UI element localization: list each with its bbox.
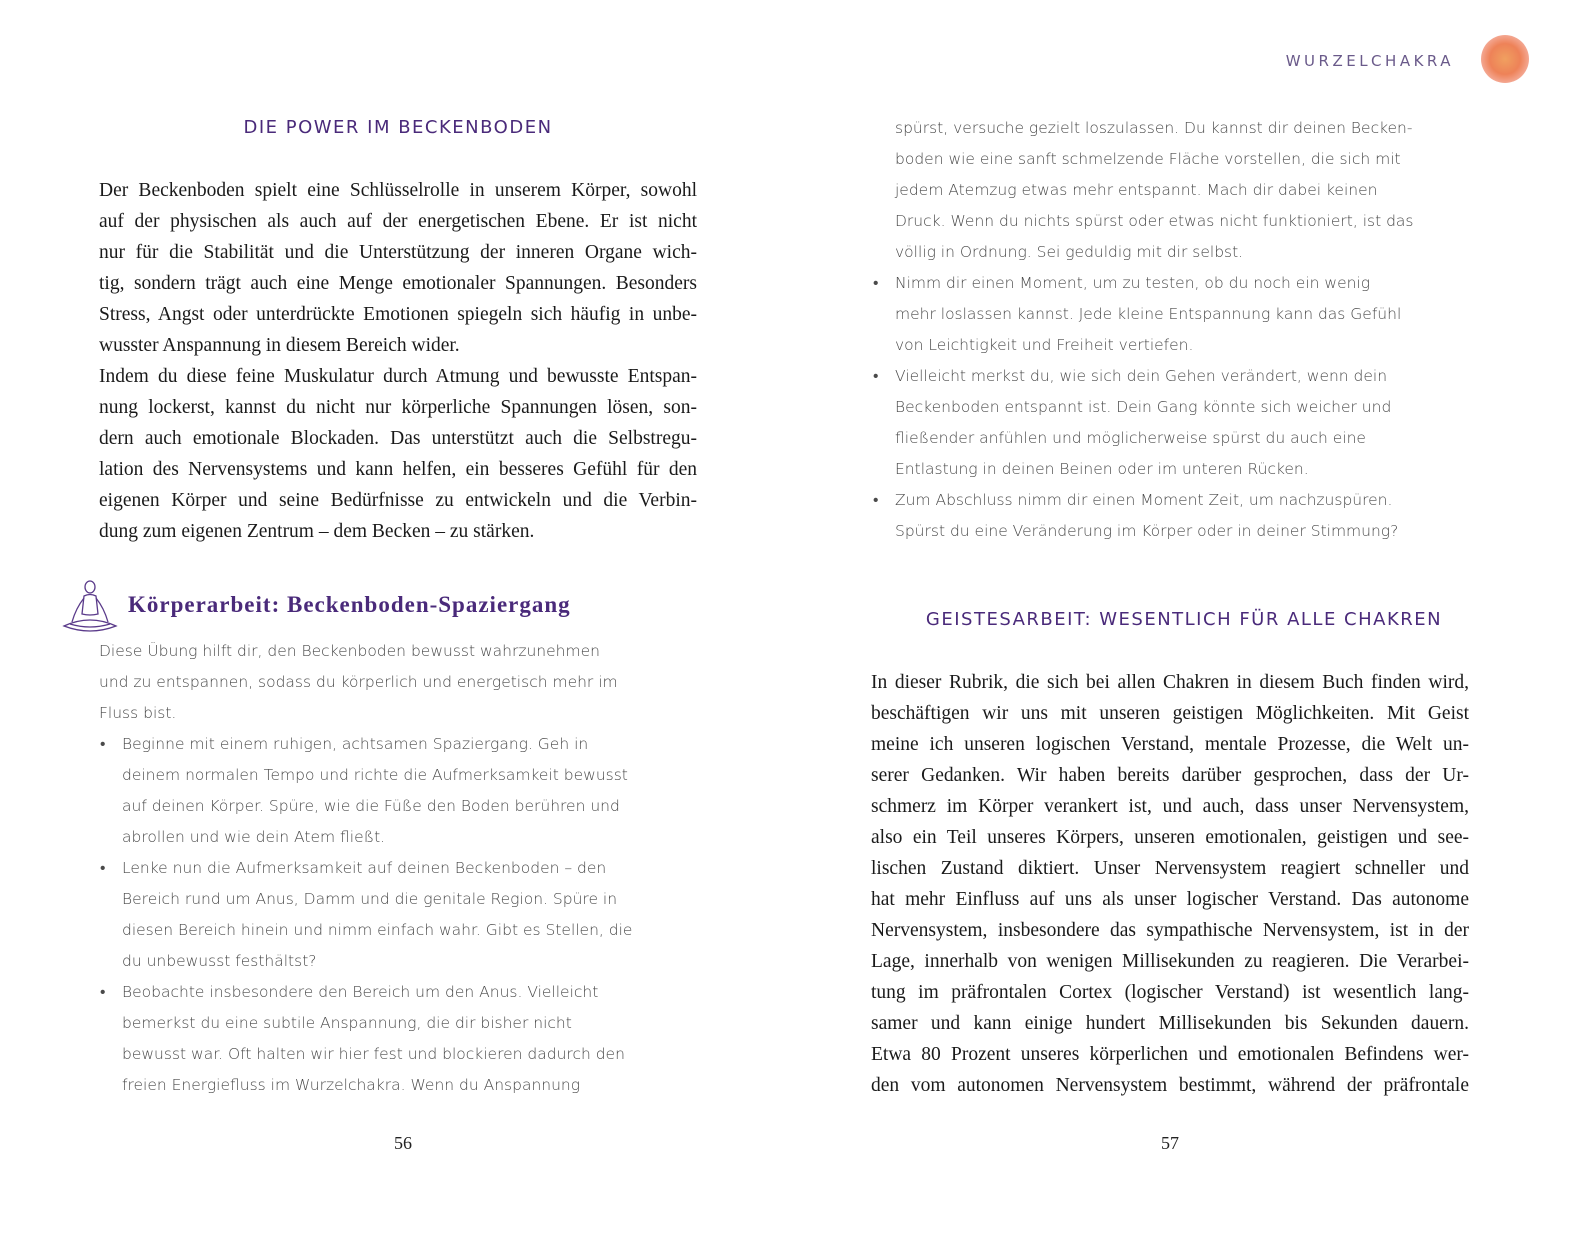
text-line: Lenke nun die Aufmerksamkeit auf deinen Beckenboden – den <box>122 859 607 877</box>
text-line: lischen Zustand diktiert. Unser Nervensystem reagiert schneller und <box>871 858 1469 879</box>
text-line: tig, sondern trägt auch eine Menge emotionaler Spannungen. Besonders <box>99 273 697 294</box>
text-line: Beckenboden entspannt ist. Dein Gang könnte sich weicher und <box>895 398 1392 416</box>
bullet-icon: • <box>100 735 106 753</box>
text-line: wusster Anspannung in diesem Bereich wider. <box>99 335 460 356</box>
text-line: Lage, innerhalb von wenigen Millisekunden zu reagieren. Die Verarbei- <box>871 951 1469 972</box>
text-line: Indem du diese feine Muskulatur durch Atmung und bewusste Entspan- <box>99 366 697 387</box>
text-line: den vom autonomen Nervensystem bestimmt, während der präfrontale <box>871 1075 1469 1096</box>
meditation-figure-icon <box>60 578 118 636</box>
text-line: hat mehr Einfluss auf uns als unser logischer Verstand. Das autonome <box>871 889 1469 910</box>
intro-text <box>99 175 697 547</box>
exercise-text <box>99 636 709 1101</box>
text-line: In dieser Rubrik, die sich bei allen Chakren in diesem Buch finden wird, <box>871 672 1469 693</box>
page-number-left: 56 <box>394 1133 412 1153</box>
exercise-subheading: Körperarbeit: Beckenboden-Spaziergang <box>128 592 571 617</box>
text-line: diesen Bereich hinein und nimm einfach wahr. Gibt es Stellen, die <box>122 921 633 939</box>
running-header: WURZELCHAKRA <box>1285 52 1454 70</box>
bullet-icon: • <box>100 859 106 877</box>
exercise-continued <box>873 113 1495 547</box>
text-line: deinem normalen Tempo und richte die Aufmerksamkeit bewusst <box>122 766 628 784</box>
section-heading-left: DIE POWER IM BECKENBODEN <box>243 117 553 138</box>
text-line: abrollen und wie dein Atem fließt. <box>122 828 386 846</box>
page-number-right: 57 <box>1161 1133 1179 1153</box>
text-line: meine ich unseren logischen Verstand, mentale Prozesse, die Welt un- <box>871 734 1469 755</box>
bullet-icon: • <box>873 491 879 509</box>
text-line: jedem Atemzug etwas mehr entspannt. Mach dir dabei keinen <box>895 181 1378 199</box>
root-chakra-icon <box>1481 35 1529 83</box>
bullet-item <box>100 853 709 977</box>
text-line: freien Energiefluss im Wurzelchakra. Wenn du Anspannung <box>122 1076 581 1094</box>
text-line: auf deinen Körper. Spüre, wie die Füße den Boden berühren und <box>122 797 620 815</box>
text-line: Druck. Wenn du nichts spürst oder etwas nicht funktioniert, ist das <box>895 212 1414 230</box>
text-line: serer Gedanken. Wir haben bereits darüber gesprochen, dass der Ur- <box>871 765 1469 786</box>
text-line: dern auch emotionale Blockaden. Das unterstützt auch die Selbstregu- <box>99 428 697 449</box>
text-line: schmerz im Körper verankert ist, und auch, dass unser Nervensystem, <box>871 796 1469 817</box>
text-line: auf der physischen als auch auf der energetischen Ebene. Er ist nicht <box>99 211 697 232</box>
text-line: Spürst du eine Veränderung im Körper oder in deiner Stimmung? <box>895 522 1399 540</box>
bullet-icon: • <box>100 983 106 1001</box>
bullet-item <box>100 729 709 853</box>
text-line: nur für die Stabilität und die Unterstützung der inneren Organe wich- <box>99 242 697 263</box>
section-heading-right: GEISTESARBEIT: WESENTLICH FÜR ALLE CHAKREN <box>925 609 1443 630</box>
text-line: Der Beckenboden spielt eine Schlüsselrolle in unserem Körper, sowohl <box>99 180 697 201</box>
text-line: dung zum eigenen Zentrum – dem Becken – zu stärken. <box>99 521 535 542</box>
bullet-item <box>100 977 709 1101</box>
text-line: bemerkst du eine subtile Anspannung, die dir bisher nicht <box>122 1014 572 1032</box>
text-line: Entlastung in deinen Beinen oder im unteren Rücken. <box>895 460 1309 478</box>
bullet-item <box>873 268 1495 361</box>
bullet-icon: • <box>873 274 879 292</box>
mind-work-text <box>871 667 1469 1101</box>
text-line: Bereich rund um Anus, Damm und die genitale Region. Spüre in <box>122 890 618 908</box>
text-line: spürst, versuche gezielt loszulassen. Du kannst dir deinen Becken- <box>895 119 1413 137</box>
text-line: Stress, Angst oder unterdrückte Emotionen spiegeln sich häufig in unbe- <box>99 304 697 325</box>
text-line: von Leichtigkeit und Freiheit vertiefen. <box>895 336 1194 354</box>
text-line: bewusst war. Oft halten wir hier fest und blockieren dadurch den <box>122 1045 625 1063</box>
text-line: tung im präfrontalen Cortex (logischer Verstand) ist wesentlich lang- <box>871 982 1469 1003</box>
text-line: und zu entspannen, sodass du körperlich und energetisch mehr im <box>99 673 618 691</box>
bullet-item <box>873 361 1495 485</box>
text-line: Fluss bist. <box>99 704 177 722</box>
text-line: Diese Übung hilft dir, den Beckenboden bewusst wahrzunehmen <box>99 642 600 660</box>
text-line: samer und kann einige hundert Millisekunden bis Sekunden dauern. <box>871 1013 1469 1034</box>
text-line: Etwa 80 Prozent unseres körperlichen und emotionalen Befindens wer- <box>871 1044 1469 1065</box>
text-line: Beginne mit einem ruhigen, achtsamen Spaziergang. Geh in <box>122 735 589 753</box>
text-line: lation des Nervensystems und kann helfen, ein besseres Gefühl für den <box>99 459 697 480</box>
text-line: Beobachte insbesondere den Bereich um den Anus. Vielleicht <box>122 983 599 1001</box>
text-line: fließender anfühlen und möglicherweise spürst du auch eine <box>895 429 1366 447</box>
text-line: eigenen Körper und seine Bedürfnisse zu entwickeln und die Verbin- <box>99 490 697 511</box>
text-line: boden wie eine sanft schmelzende Fläche vorstellen, die sich mit <box>895 150 1401 168</box>
text-line: nung lockerst, kannst du nicht nur körperliche Spannungen lösen, son- <box>99 397 697 418</box>
text-line: völlig in Ordnung. Sei geduldig mit dir selbst. <box>895 243 1244 261</box>
text-line: Nervensystem, insbesondere das sympathische Nervensystem, ist in der <box>871 920 1469 941</box>
bullet-item <box>873 485 1495 547</box>
text-line: beschäftigen wir uns mit unseren geistigen Möglichkeiten. Mit Geist <box>871 703 1469 724</box>
text-line: also ein Teil unseres Körpers, unseren emotionalen, geistigen und see- <box>871 827 1469 848</box>
text-line: Vielleicht merkst du, wie sich dein Gehen verändert, wenn dein <box>895 367 1388 385</box>
text-line: mehr loslassen kannst. Jede kleine Entspannung kann das Gefühl <box>895 305 1402 323</box>
bullet-icon: • <box>873 367 879 385</box>
text-line: Zum Abschluss nimm dir einen Moment Zeit, um nachzuspüren. <box>895 491 1393 509</box>
text-line: Nimm dir einen Moment, um zu testen, ob du noch ein wenig <box>895 274 1371 292</box>
text-line: du unbewusst festhältst? <box>122 952 317 970</box>
